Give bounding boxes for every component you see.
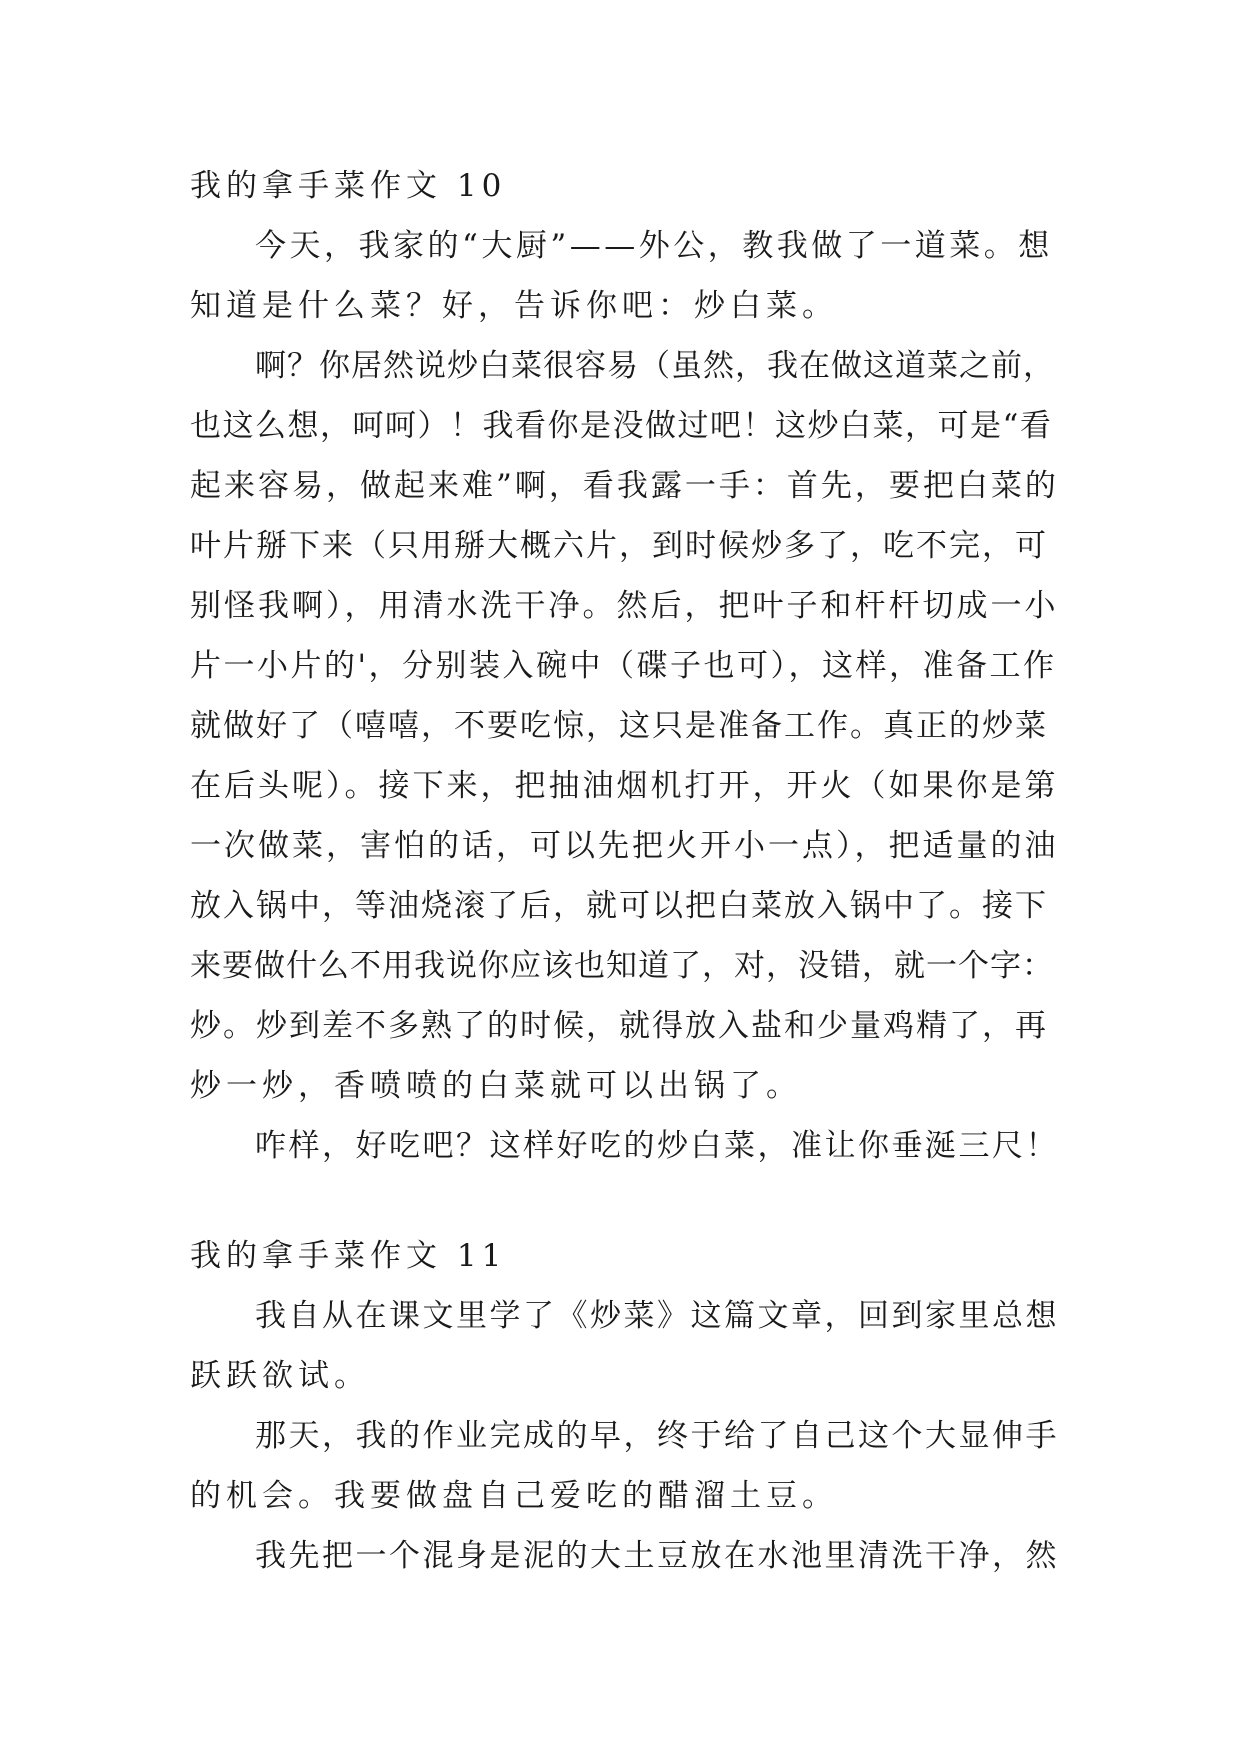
essay10-line: 片一小片的'，分别装入碗中（碟子也可），这样，准备工作 [190,648,1057,684]
essay11-heading: 我的拿手菜作文 11 [190,1238,507,1274]
essay10-line: 啊？你居然说炒白菜很容易（虽然，我在做这道菜之前， [255,348,1055,384]
essay10-line: 叶片掰下来（只用掰大概六片，到时候炒多了，吃不完，可 [190,528,1048,564]
essay10-line: 在后头呢）。接下来，把抽油烟机打开，开火（如果你是第 [190,768,1059,804]
essay11-line: 那天，我的作业完成的早，终于给了自己这个大显伸手 [255,1418,1059,1454]
essay10-line: 咋样，好吃吧？这样好吃的炒白菜，准让你垂涎三尺！ [255,1128,1059,1164]
essay10-line: 知道是什么菜？好，告诉你吧：炒白菜。 [190,288,838,324]
essay10-line: 来要做什么不用我说你应该也知道了，对，没错，就一个字： [190,948,1054,984]
essay10-line: 今天，我家的“大厨”——外公，教我做了一道菜。想 [255,228,1053,264]
essay10-line: 炒。炒到差不多熟了的时候，就得放入盐和少量鸡精了，再 [190,1008,1048,1044]
essay10-line: 起来容易，做起来难”啊，看我露一手：首先，要把白菜的 [190,468,1059,504]
essay10-line: 放入锅中，等油烧滚了后，就可以把白菜放入锅中了。接下 [190,888,1048,924]
essay10-line: 炒一炒，香喷喷的白菜就可以出锅了。 [190,1068,802,1104]
essay10-line: 也这么想，呵呵）！我看你是没做过吧！这炒白菜，可是“看 [190,408,1053,444]
essay11-line: 跃跃欲试。 [190,1358,370,1394]
essay10-line: 就做好了（嘻嘻，不要吃惊，这只是准备工作。真正的炒菜 [190,708,1048,744]
essay10-line: 一次做菜，害怕的话，可以先把火开小一点），把适量的油 [190,828,1059,864]
essay11-line: 我先把一个混身是泥的大土豆放在水池里清洗干净，然 [255,1538,1059,1574]
essay11-line: 的机会。我要做盘自己爱吃的醋溜土豆。 [190,1478,838,1514]
essay10-line: 别怪我啊），用清水洗干净。然后，把叶子和杆杆切成一小 [190,588,1059,624]
essay10-heading: 我的拿手菜作文 10 [190,168,507,204]
essay11-line: 我自从在课文里学了《炒菜》这篇文章，回到家里总想 [255,1298,1059,1334]
